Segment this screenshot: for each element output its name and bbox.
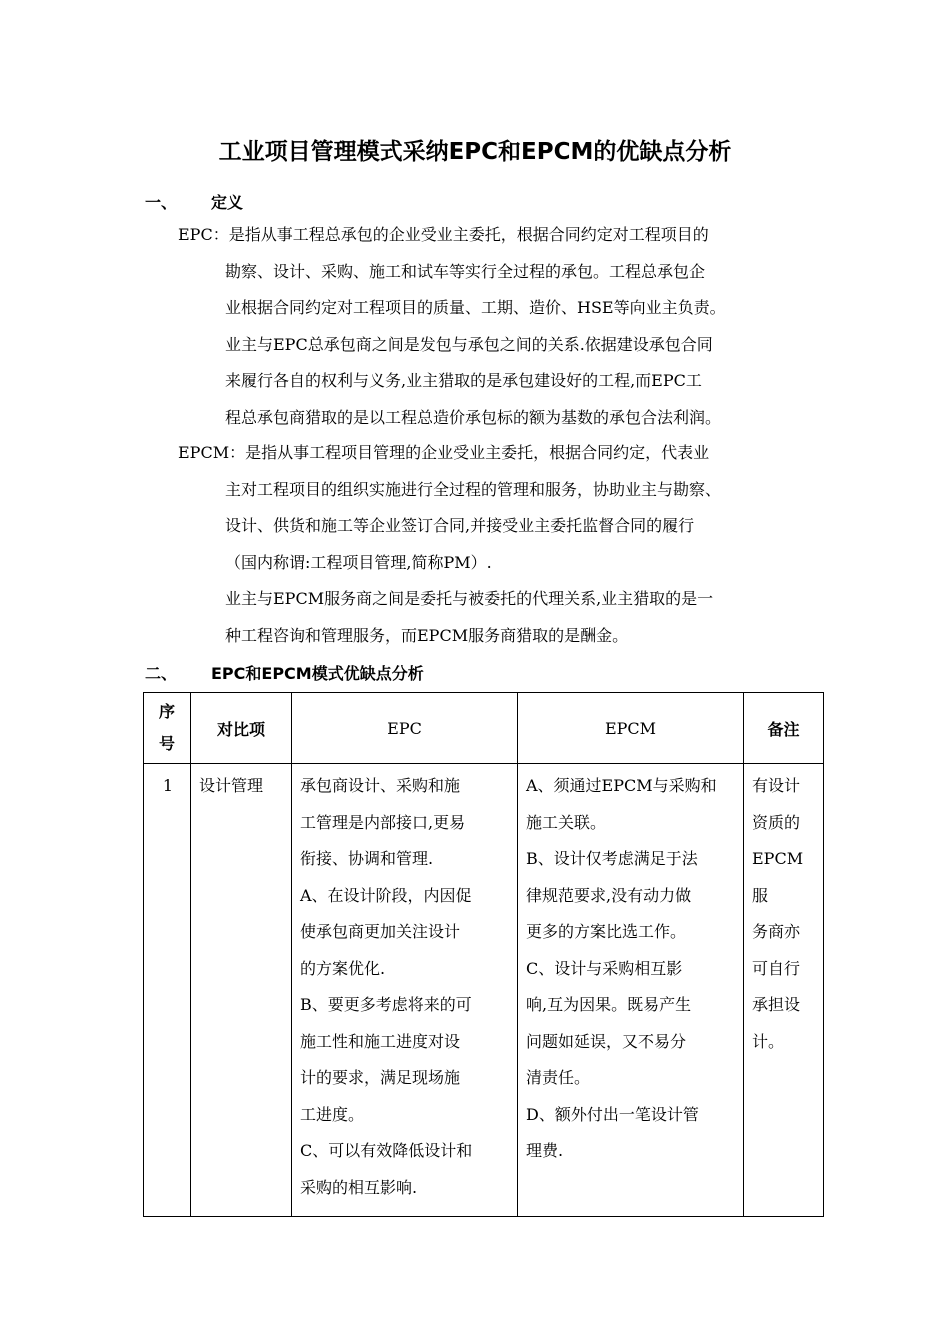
cell-line: 施工性和施工进度对设: [300, 1031, 461, 1051]
cell-line: 响,互为因果。既易产生: [526, 995, 692, 1014]
document-title: 工业项目管理模式采纳EPC和EPCM的优缺点分析: [218, 139, 732, 165]
cell-line: 问题如延误，又不易分: [526, 1031, 687, 1051]
cell-line: 施工关联。: [526, 812, 607, 832]
cell-line: D、额外付出一笔设计管: [526, 1104, 699, 1124]
cell-line: 采购的相互影响.: [300, 1177, 418, 1197]
cell-line: EPCM服: [752, 849, 804, 905]
comparison-table: [143, 692, 824, 1217]
cell-epc: [292, 764, 518, 1217]
cell-line: 清责任。: [526, 1068, 591, 1087]
header-seq-line: 号: [158, 734, 175, 753]
epc-definition: [178, 217, 726, 436]
cell-line: 务商亦: [752, 922, 801, 941]
section-number: 二、: [145, 664, 178, 683]
cell-line: 计。: [752, 1031, 785, 1051]
cell-line: 律规范要求,没有动力做: [526, 885, 692, 905]
cell-line: B、设计仅考虑满足于法: [526, 849, 698, 868]
cell-line: 资质的: [752, 812, 801, 832]
cell-line: 工管理是内部接口,更易: [300, 812, 466, 832]
cell-line: 计的要求，满足现场施: [300, 1068, 461, 1087]
header-epcm: EPCM: [518, 693, 744, 764]
cell-seq-text: 1: [162, 776, 174, 795]
paragraph-line: 种工程咨询和管理服务，而EPCM服务商猎取的是酬金。: [225, 625, 629, 645]
cell-line: 可自行: [752, 958, 801, 978]
paragraph-line: 业主与EPC总承包商之间是发包与承包之间的关系.依据建设承包合同: [225, 334, 713, 354]
cell-line: 的方案优化.: [300, 958, 386, 978]
table-row: [144, 764, 824, 1217]
header-remark: 备注: [744, 693, 824, 764]
table-header-row: [144, 693, 824, 764]
paragraph-line: 业主与EPCM服务商之间是委托与被委托的代理关系,业主猎取的是一: [225, 589, 714, 608]
cell-item: [191, 764, 292, 1217]
paragraph-line: （国内称谓:工程项目管理,简称PM）.: [225, 552, 492, 572]
header-item: 对比项: [191, 693, 292, 764]
cell-epcm: [518, 764, 744, 1217]
header-epc: EPC: [292, 693, 518, 764]
section-title: 定义: [211, 193, 244, 212]
section-number: 一、: [145, 193, 178, 212]
section-heading-analysis: [145, 661, 424, 684]
cell-line: 工进度。: [300, 1104, 365, 1124]
header-seq: [144, 693, 191, 764]
cell-line: C、设计与采购相互影: [526, 958, 683, 978]
cell-line: C、可以有效降低设计和: [300, 1141, 473, 1160]
paragraph-line: EPCM：是指从事工程项目管理的企业受业主委托，根据合同约定，代表业: [178, 443, 710, 462]
epcm-definition: [178, 435, 721, 581]
paragraph-line: 设计、供货和施工等企业签订合同,并接受业主委托监督合同的履行: [225, 516, 695, 535]
cell-line: 承包商设计、采购和施: [300, 776, 461, 795]
cell-line: 有设计: [752, 776, 801, 795]
cell-line: 理费.: [526, 1141, 564, 1160]
cell-line: A、在设计阶段，内因促: [300, 885, 472, 905]
cell-remark: [744, 764, 824, 1217]
cell-line: 更多的方案比选工作。: [526, 922, 687, 941]
cell-line: 使承包商更加关注设计: [300, 922, 461, 941]
cell-line: 衔接、协调和管理.: [300, 849, 434, 868]
paragraph-line: 勘察、设计、采购、施工和试车等实行全过程的承包。工程总承包企: [225, 261, 706, 281]
paragraph-line: EPC：是指从事工程总承包的企业受业主委托，根据合同约定对工程项目的: [178, 225, 709, 244]
paragraph-line: 主对工程项目的组织实施进行全过程的管理和服务，协助业主与勘察、: [225, 479, 722, 499]
section-title: EPC和EPCM模式优缺点分析: [211, 664, 424, 683]
cell-item-text: 设计管理: [199, 776, 264, 795]
header-seq-line: 序: [158, 702, 175, 721]
cell-line: 承担设: [752, 995, 801, 1014]
paragraph-line: 程总承包商猎取的是以工程总造价承包标的额为基数的承包合法利润。: [225, 407, 722, 427]
paragraph-line: 来履行各自的权利与义务,业主猎取的是承包建设好的工程,而EPC工: [225, 371, 702, 390]
paragraph-line: 业根据合同约定对工程项目的质量、工期、造价、HSE等向业主负责。: [225, 298, 726, 317]
cell-seq: [144, 764, 191, 1217]
cell-line: A、须通过EPCM与采购和: [526, 776, 717, 795]
epcm-relationship: [225, 581, 713, 654]
section-heading-definition: [145, 190, 243, 213]
cell-line: B、要更多考虑将来的可: [300, 995, 472, 1014]
